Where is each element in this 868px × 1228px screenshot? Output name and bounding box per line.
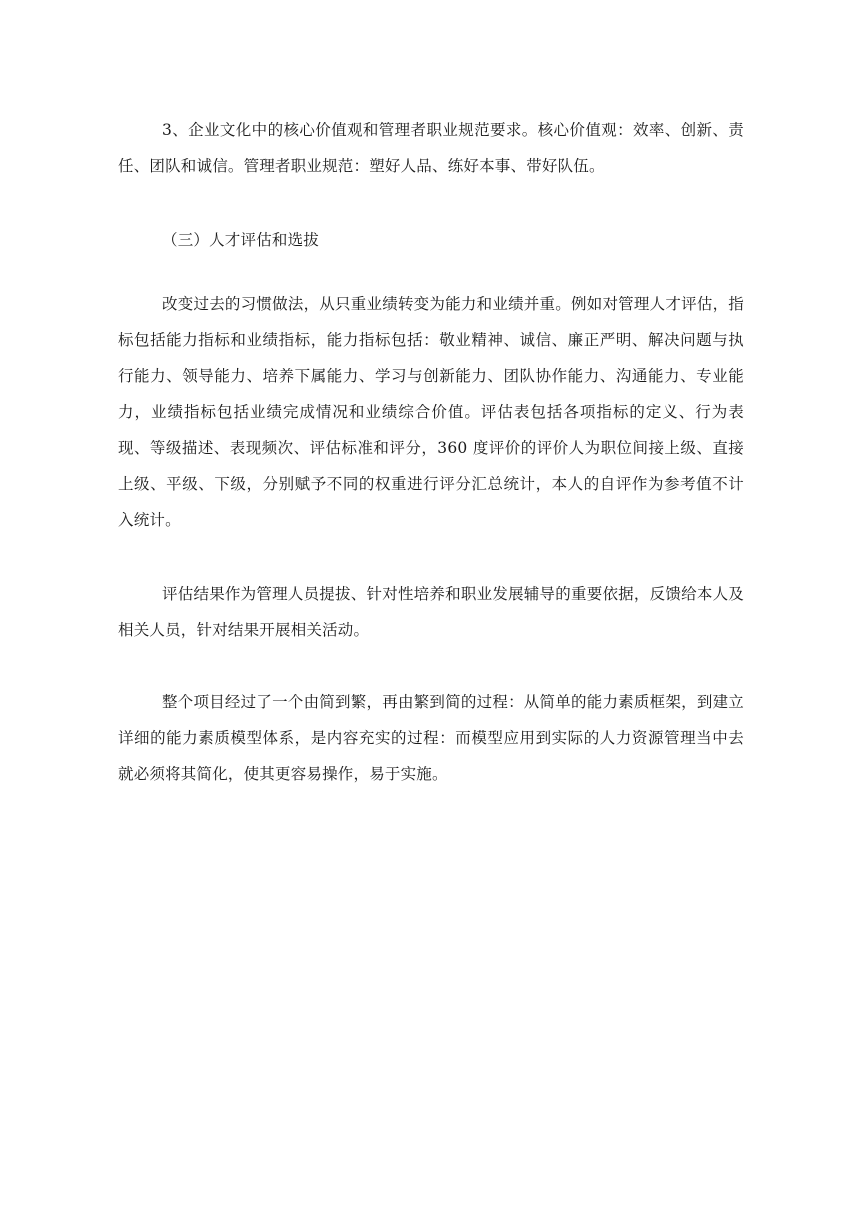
paragraph-project-process: 整个项目经过了一个由简到繁，再由繁到简的过程：从简单的能力素质框架，到建立详细的能力素质模型体系，是内容充实的过程：而模型应用到实际的人力资源管理当中去就必须将其简化，使其更容易操作，易于实施。 xyxy=(118,693,744,783)
paragraph-assessment-indicators: 改变过去的习惯做法，从只重业绩转变为能力和业绩并重。例如对管理人才评估，指标包括能力指标和业绩指标，能力指标包括：敬业精神、诚信、廉正严明、解决问题与执行能力、领导能力、培养下属能力、学习与创新能力、团队协作能力、沟通能力、专业能力，业绩指标包括业绩完成情况和业绩综合价值。评估表包括各项指标的定义、行为表现、等级描述、表现频次、评估标准和评分，360 度评价的评价人为职位间接上级、直接上级、平级、下级，分别赋予不同的权重进行评分汇总统计，本人的自评作为参考值不计入统计。 xyxy=(118,295,744,529)
paragraph-core-values: 3、企业文化中的核心价值观和管理者职业规范要求。核心价值观：效率、创新、责任、团队和诚信。管理者职业规范：塑好人品、练好本事、带好队伍。 xyxy=(118,121,744,175)
paragraph-assessment-results: 评估结果作为管理人员提拔、针对性培养和职业发展辅导的重要依据，反馈给本人及相关人员，针对结果开展相关活动。 xyxy=(118,585,744,639)
section-heading-talent-assessment: （三）人才评估和选拔 xyxy=(162,231,320,249)
